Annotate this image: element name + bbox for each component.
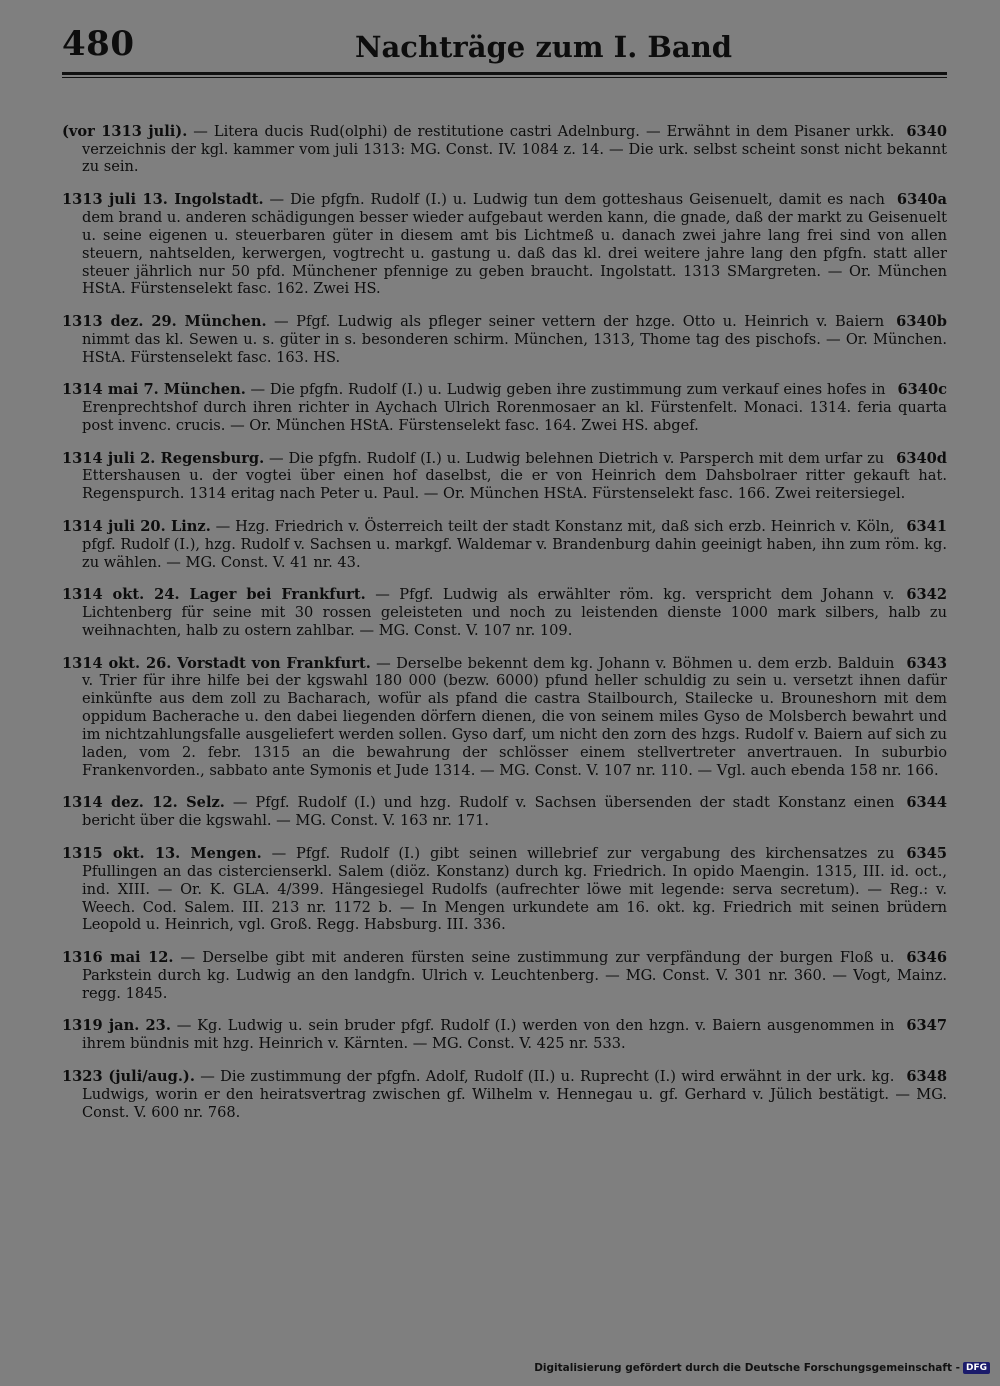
entry-text: — Hzg. Friedrich v. Österreich teilt der stadt Konstanz mit, daß sich erzb. Heinrich v. Köln, pfgf. Rudolf (I.), hzg. Rudolf v. Sachsen u. markgf. Waldemar v. Brandenburg dahin geeinigt haben, ihn zum röm. kg. zu wählen. — MG. Const. V. 41 nr. 43. — [82, 517, 947, 571]
entry-heading: 1314 mai 7. München. — [62, 381, 246, 399]
entry-heading: 1323 (juli/aug.). — [62, 1067, 195, 1085]
entry-text: — Litera ducis Rud(olphi) de restitutione castri Adelnburg. — Erwähnt in dem Pisaner urkk. verzeichnis der kgl. kammer vom juli 1313: MG. Const. IV. 1084 z. 14. — Die urk. selbst scheint sonst nicht bekannt zu sein. — [82, 122, 947, 176]
entry-text: — Kg. Ludwig u. sein bruder pfgf. Rudolf (I.) werden von den hzgn. v. Baiern ausgenommen in ihrem bündnis mit hzg. Heinrich v. Kärnten. — MG. Const. V. 425 nr. 533. — [82, 1017, 895, 1053]
entry-6340a — [62, 191, 947, 298]
entry-heading: 1319 jan. 23. — [62, 1017, 171, 1035]
entry-number: 6342 — [906, 586, 947, 604]
entry-heading: 1316 mai 12. — [62, 948, 174, 966]
entry-6347 — [62, 1017, 947, 1053]
entry-6345 — [62, 845, 947, 935]
entry-heading: 1314 juli 20. Linz. — [62, 517, 211, 535]
entry-number: 6340b — [896, 312, 947, 330]
footer-text: Digitalisierung gefördert durch die Deutsche Forschungsgemeinschaft - — [534, 1362, 960, 1374]
entry-text: — Pfgf. Ludwig als pfleger seiner vettern der hzge. Otto u. Heinrich v. Baiern nimmt das kl. Sewen u. s. güter in s. besonderen schirm. München, 1313, Thome tag des pischofs. — Or. München. HStA. Fürstenselekt fasc. 163. HS. — [82, 312, 947, 366]
entry-heading: (vor 1313 juli). — [62, 122, 188, 140]
entry-6340d — [62, 450, 947, 504]
entry-text: — Pfgf. Rudolf (I.) und hzg. Rudolf v. Sachsen übersenden der stadt Konstanz einen bericht über die kgswahl. — MG. Const. V. 163 nr. 171. — [82, 794, 895, 830]
running-title: Nachträge zum I. Band — [355, 30, 733, 64]
entry-heading: 1314 juli 2. Regensburg. — [62, 449, 265, 467]
funding-footer — [534, 1362, 990, 1374]
entry-number: 6340c — [897, 381, 947, 399]
entry-number: 6340 — [906, 122, 947, 140]
entry-number: 6340a — [896, 190, 947, 208]
entry-heading: 1314 okt. 24. Lager bei Frankfurt. — [62, 586, 366, 604]
entry-text: — Derselbe gibt mit anderen fürsten seine zustimmung zur verpfändung der burgen Floß u. Parkstein durch kg. Ludwig an den landgfn. Ulrich v. Leuchtenberg. — MG. Const. V. 301 nr. 360. — Vogt, Mainz. regg. 1845. — [82, 948, 947, 1002]
entry-heading: 1315 okt. 13. Mengen. — [62, 844, 262, 862]
entry-number: 6345 — [906, 844, 947, 862]
entry-6343 — [62, 655, 947, 780]
entry-number: 6347 — [906, 1017, 947, 1035]
entry-number: 6340d — [896, 449, 947, 467]
page-number: 480 — [62, 24, 135, 64]
entry-6341 — [62, 518, 947, 572]
entry-6344 — [62, 794, 947, 830]
dfg-logo: DFG — [963, 1362, 990, 1374]
header-rule-thin — [62, 77, 947, 78]
entry-6342 — [62, 586, 947, 640]
entry-text: — Die pfgfn. Rudolf (I.) u. Ludwig geben ihre zustimmung zum verkauf eines hofes in Erenprechtshof durch ihren richter in Aychach Ulrich Rorenmosaer an kl. Fürstenfelt. Monaci. 1314. feria quarta post invenc. crucis. — Or. München HStA. Fürstenselekt fasc. 164. Zwei HS. abgef. — [82, 381, 947, 435]
entry-number: 6344 — [906, 794, 947, 812]
entry-text: — Die pfgfn. Rudolf (I.) u. Ludwig belehnen Dietrich v. Parsperch mit dem urfar zu Ettershausen u. der vogtei über einen hof daselbst, die er von Heinrich dem Dahsbolraer ritter gekauft hat. Regenspurch. 1314 eritag nach Peter u. Paul. — Or. München HStA. Fürstenselekt fasc. 166. Zwei reitersiegel. — [82, 449, 947, 503]
entry-text: — Pfgf. Ludwig als erwählter röm. kg. verspricht dem Johann v. Lichtenberg für seine mit 30 rossen geleisteten und noch zu leistenden dienste 1000 mark silbers, halb zu weihnachten, halb zu ostern zahlbar. — MG. Const. V. 107 nr. 109. — [82, 586, 947, 639]
entry-heading: 1314 dez. 12. Selz. — [62, 794, 225, 812]
entry-6340 — [62, 123, 947, 177]
entry-6348 — [62, 1068, 947, 1122]
header-rule-thick — [62, 72, 947, 75]
entry-number: 6343 — [906, 654, 947, 672]
entry-6340b — [62, 313, 947, 367]
entry-6340c — [62, 381, 947, 435]
entry-number: 6341 — [906, 517, 947, 535]
entry-heading: 1314 okt. 26. Vorstadt von Frankfurt. — [62, 654, 371, 672]
entry-text: — Die pfgfn. Rudolf (I.) u. Ludwig tun dem gotteshaus Geisenuelt, damit es nach dem brand u. anderen schädigungen besser wieder aufgebaut werden kann, die gnade, daß der markt zu Geisenuelt u. seine eigenen u. steuerbaren güter in diesem amt bis Lichtmeß u. danach zwei jahre lang frei sind von allen steuern, nahtselden, kerwergen, vogtrecht u. gastung u. daß das kl. drei weitere jahre lang den pfgfn. statt aller steuer jährlich nur 50 pfd. Münchener pfennige zu geben braucht. Ingolstatt. 1313 SMargreten. — Or. München HStA. Fürstenselekt fasc. 162. Zwei HS. — [82, 190, 947, 298]
entry-heading: 1313 juli 13. Ingolstadt. — [62, 190, 264, 208]
entry-text: — Die zustimmung der pfgfn. Adolf, Rudolf (II.) u. Ruprecht (I.) wird erwähnt in der urk. kg. Ludwigs, worin er den heiratsvertrag zwischen gf. Wilhelm v. Hennegau u. gf. Gerhard v. Jülich bestätigt. — MG. Const. V. 600 nr. 768. — [82, 1067, 947, 1121]
entry-heading: 1313 dez. 29. München. — [62, 312, 267, 330]
entry-text: — Pfgf. Rudolf (I.) gibt seinen willebrief zur vergabung des kirchensatzes zu Pfullingen an das cistercienserkl. Salem (diöz. Konstanz) durch kg. Friedrich. In opido Maengin. 1315, III. id. oct., ind. XIII. — Or. K. GLA. 4/399. Hängesiegel Rudolfs (aufrechter löwe mit legende: serva secretum). — Reg.: v. Weech. Cod. Salem. III. 213 nr. 1172 b. — In Mengen urkundete am 16. okt. kg. Friedrich mit seinen brüdern Leopold u. Heinrich, vgl. Groß. Regg. Habsburg. III. 336. — [82, 844, 947, 934]
entry-number: 6346 — [906, 948, 947, 966]
entry-list — [62, 108, 947, 1128]
entry-6346 — [62, 949, 947, 1003]
entry-text: — Derselbe bekennt dem kg. Johann v. Böhmen u. dem erzb. Balduin v. Trier für ihre hilfe bei der kgswahl 180 000 (bezw. 6000) pfund heller schuldig zu sein u. versetzt ihnen dafür einkünfte aus dem zoll zu Bacharach, wofür als pfand die castra Stailbourch, Stailecke u. Brouneshorn mit dem oppidum Bacherache u. den dabei liegenden dörfern dienen, die von seinem miles Gyso de Molsberch bewahrt und im nichtzahlungsfalle ausgeliefert werden sollen. Gyso darf, um nicht den zorn des hzgs. Rudolf v. Baiern auf sich zu laden, vom 2. febr. 1315 an die bewahrung der schlösser einem stellvertreter anvertrauen. In suburbio Frankenvorden., sabbato ante Symonis et Jude 1314. — MG. Const. V. 107 nr. 110. — Vgl. auch ebenda 158 nr. 166. — [82, 654, 947, 779]
entry-number: 6348 — [906, 1067, 947, 1085]
